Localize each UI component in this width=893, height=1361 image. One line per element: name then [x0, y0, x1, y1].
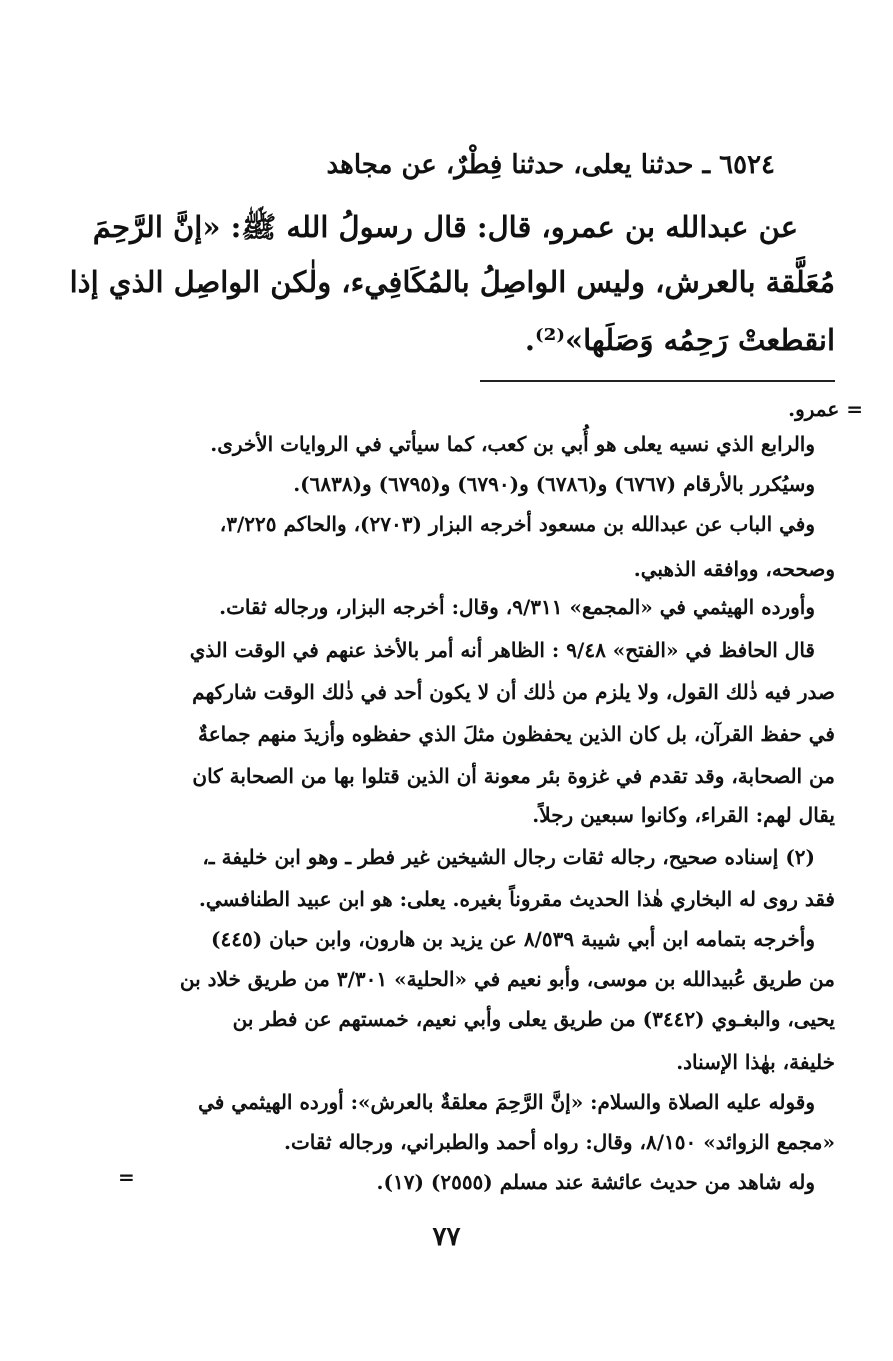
footnote-line: صدر فيه ذٰلك القول، ولا يلزم من ذٰلك أن لا يكون أحد في ذٰلك الوقت شاركهم [192, 680, 835, 704]
footnote-line: وصححه، ووافقه الذهبي. [633, 557, 835, 581]
footnote-line: يحيى، والبغـوي (٣٤٤٢) من طريق يعلى وأبي نعيم، خمستهم عن فطر بن [232, 1007, 835, 1031]
footnote-line: وأورده الهيثمي في «المجمع» ٩/٣١١، وقال: أخرجه البزار، ورجاله ثقات. [219, 595, 815, 619]
footnote-separator [480, 380, 835, 382]
footnote-line: من الصحابة، وقد تقدم في غزوة بئر معونة أن الذين قتلوا بها من الصحابة كان [192, 764, 835, 788]
footnote-line: وفي الباب عن عبدالله بن مسعود أخرجه البزار (٢٧٠٣)، والحاكم ٣/٢٢٥، [219, 512, 815, 536]
hadith-text-line: انقطعتْ رَحِمُه وَصَلَها»⁽²⁾. [524, 323, 835, 357]
footnote-line: (٢) إسناده صحيح، رجاله ثقات رجال الشيخين غير فطر ـ وهو ابن خليفة ـ، [202, 845, 815, 869]
footnote-line: فقد روى له البخاري هٰذا الحديث مقروناً بغيره. يعلى: هو ابن عبيد الطنافسي. [198, 887, 835, 911]
footnote-line: «مجمع الزوائد» ٨/١٥٠، وقال: رواه أحمد والطبراني، ورجاله ثقات. [284, 1130, 835, 1154]
footnote-line: خليفة، بهٰذا الإسناد. [676, 1050, 835, 1074]
hadith-text-line: عن عبدالله بن عمرو، قال: قال رسولُ الله ﷺ: «إنَّ الرَّحِمَ [92, 210, 798, 244]
footnote-line: في حفظ القرآن، بل كان الذين يحفظون مثلَ الذي حفظوه وأزيدَ منهم جماعةٌ [197, 722, 835, 746]
footnote-line: قال الحافظ في «الفتح» ٩/٤٨ : الظاهر أنه أمر بالأخذ عنهم في الوقت الذي [189, 638, 815, 662]
continuation-mark: = [118, 1165, 135, 1189]
footnote-line: وسيُكرر بالأرقام (٦٧٦٧) و(٦٧٨٦) و(٦٧٩٠) و(٦٧٩٥) و(٦٨٣٨). [293, 472, 815, 496]
footnote-line: = عمرو. [788, 397, 863, 421]
footnote-line: وله شاهد من حديث عائشة عند مسلم (٢٥٥٥) (١٧). [376, 1170, 815, 1194]
footnote-line: والرابع الذي نسيه يعلى هو أُبي بن كعب، كما سيأتي في الروايات الأخرى. [210, 432, 815, 456]
footnote-line: وأخرجه بتمامه ابن أبي شيبة ٨/٥٣٩ عن يزيد بن هارون، وابن حبان (٤٤٥) [211, 927, 815, 951]
footnote-line: وقوله عليه الصلاة والسلام: «إنَّ الرَّحِمَ معلقةٌ بالعرش»: أورده الهيثمي في [198, 1090, 815, 1114]
footnote-line: من طريق عُبيدالله بن موسى، وأبو نعيم في «الحلية» ٣/٣٠١ من طريق خلاد بن [179, 967, 835, 991]
hadith-text-line: مُعَلَّقة بالعرش، وليس الواصِلُ بالمُكَافِيء، ولٰكن الواصِل الذي إذا [69, 265, 835, 299]
page-number: ٧٧ [432, 1222, 461, 1252]
hadith-heading: ٦٥٢٤ ـ حدثنا يعلى، حدثنا فِطْرٌ، عن مجاهد [326, 150, 775, 180]
footnote-line: يقال لهم: القراء، وكانوا سبعين رجلاً. [532, 803, 835, 827]
